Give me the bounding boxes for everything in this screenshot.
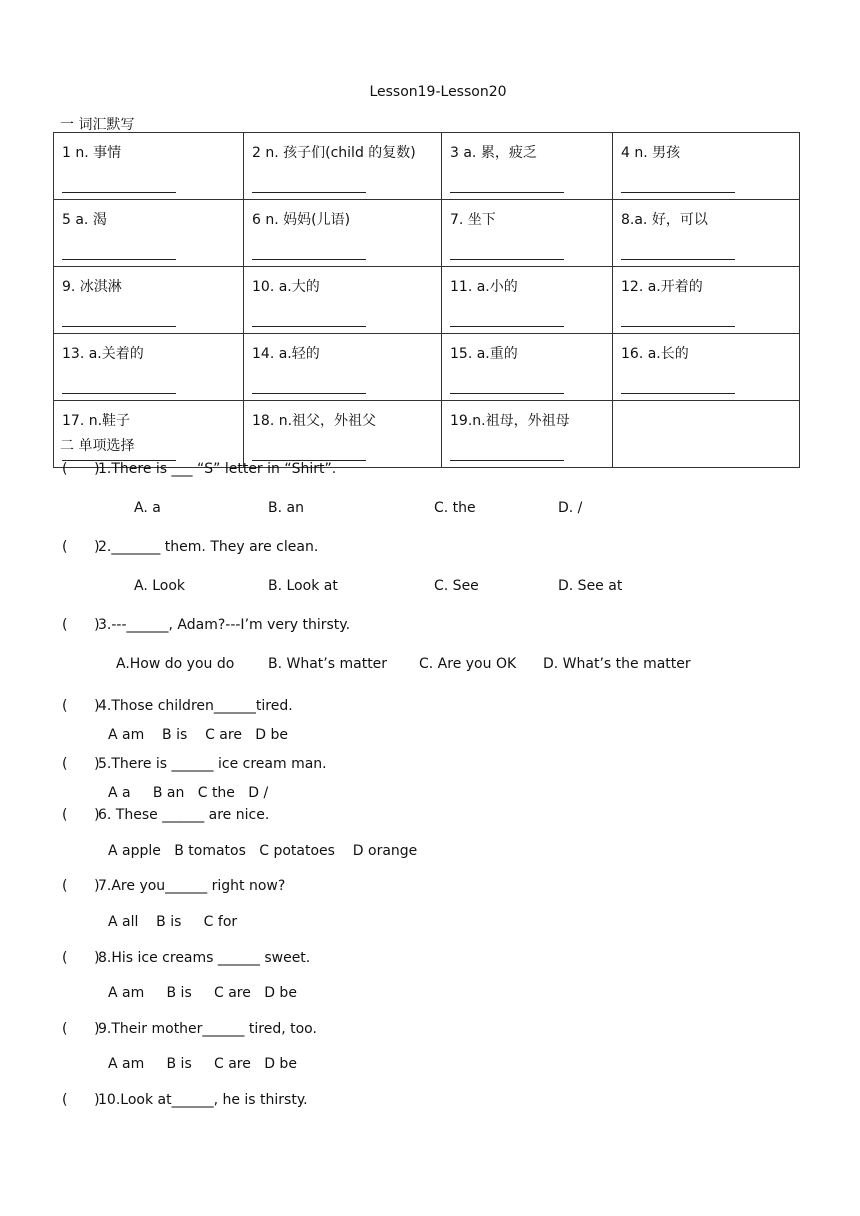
answer-blank[interactable] [62,259,176,260]
vocab-cell: 14. a.轻的 [244,334,442,401]
option-b: B. What’s matter [268,656,388,672]
vocab-cell: 13. a.关着的 [54,334,244,401]
section-choice-heading: 二 单项选择 [60,438,135,454]
answer-paren[interactable]: ( ) [62,878,100,894]
options-line: A all B is C for [108,914,238,930]
question-2 [62,539,318,555]
vocabulary-table [53,132,800,468]
answer-blank[interactable] [62,393,176,394]
answer-blank[interactable] [252,393,366,394]
option-b: B. Look at [268,578,338,594]
question-text: 3.---______, Adam?---I’m very thirsty. [98,617,351,633]
answer-blank[interactable] [621,326,735,327]
table-row [54,334,800,401]
option-c: C. Are you OK [419,656,517,672]
vocab-cell: 19.n.祖母，外祖母 [442,401,613,468]
vocab-cell: 5 a. 渴 [54,200,244,267]
question-text: 7.Are you______ right now? [98,878,286,894]
table-row [54,401,800,468]
option-a: A.How do you do [116,656,235,672]
options-line: A am B is C are D be [108,985,297,1001]
option-c: C. the [434,500,476,516]
answer-blank[interactable] [252,192,366,193]
question-5 [62,756,327,772]
answer-blank[interactable] [450,192,564,193]
vocab-cell: 8.a. 好，可以 [613,200,800,267]
question-text: 2._______ them. They are clean. [98,539,319,555]
question-1 [62,461,336,477]
vocab-cell: 4 n. 男孩 [613,133,800,200]
answer-blank[interactable] [450,326,564,327]
question-9 [62,1021,317,1037]
options-line: A am B is C are D be [108,727,289,743]
answer-blank[interactable] [621,192,735,193]
question-6 [62,807,269,823]
answer-blank[interactable] [62,192,176,193]
option-a: A. Look [134,578,186,594]
vocab-cell: 12. a.开着的 [613,267,800,334]
answer-paren[interactable]: ( ) [62,1021,100,1037]
options-line: A am B is C are D be [108,1056,297,1072]
question-3 [62,617,350,633]
vocab-cell: 10. a.大的 [244,267,442,334]
page-title: Lesson19-Lesson20 [369,84,507,100]
option-d: D. See at [558,578,623,594]
table-row [54,133,800,200]
option-b: B. an [268,500,304,516]
answer-paren[interactable]: ( ) [62,461,100,477]
vocab-cell: 15. a.重的 [442,334,613,401]
vocab-cell: 17. n.鞋子 [54,401,244,468]
question-10 [62,1092,308,1108]
question-8 [62,950,310,966]
answer-paren[interactable]: ( ) [62,698,100,714]
answer-paren[interactable]: ( ) [62,1092,100,1108]
question-text: 8.His ice creams ______ sweet. [98,950,311,966]
question-text: 5.There is ______ ice cream man. [98,756,327,772]
answer-blank[interactable] [450,259,564,260]
answer-blank[interactable] [62,326,176,327]
answer-blank[interactable] [450,460,564,461]
table-row [54,200,800,267]
vocab-cell: 18. n.祖父，外祖父 [244,401,442,468]
question-text: 4.Those children______tired. [98,698,293,714]
question-text: 9.Their mother______ tired, too. [98,1021,317,1037]
section-vocabulary-heading: 一 词汇默写 [60,117,135,133]
option-d: D. What’s the matter [543,656,691,672]
vocab-cell: 3 a. 累，疲乏 [442,133,613,200]
option-d: D. / [558,500,583,516]
question-text: 1.There is ___ “S” letter in “Shirt”. [98,461,337,477]
question-4 [62,698,293,714]
vocab-cell: 6 n. 妈妈(儿语) [244,200,442,267]
question-text: 6. These ______ are nice. [98,807,270,823]
options-line: A a B an C the D / [108,785,269,801]
answer-paren[interactable]: ( ) [62,950,100,966]
answer-paren[interactable]: ( ) [62,807,100,823]
table-row [54,267,800,334]
answer-paren[interactable]: ( ) [62,617,100,633]
answer-paren[interactable]: ( ) [62,756,100,772]
options-line: A apple B tomatos C potatoes D orange [108,843,418,859]
vocab-cell: 11. a.小的 [442,267,613,334]
answer-blank[interactable] [450,393,564,394]
option-a: A. a [134,500,161,516]
question-7 [62,878,285,894]
option-c: C. See [434,578,479,594]
vocab-cell: 1 n. 事情 [54,133,244,200]
question-text: 10.Look at______, he is thirsty. [98,1092,308,1108]
answer-blank[interactable] [252,326,366,327]
answer-blank[interactable] [621,259,735,260]
vocab-cell: 9. 冰淇淋 [54,267,244,334]
vocab-cell: 2 n. 孩子们(child 的复数) [244,133,442,200]
answer-blank[interactable] [621,393,735,394]
vocab-cell-empty [613,401,800,468]
answer-paren[interactable]: ( ) [62,539,100,555]
vocab-cell: 16. a.长的 [613,334,800,401]
vocab-cell: 7. 坐下 [442,200,613,267]
answer-blank[interactable] [252,259,366,260]
